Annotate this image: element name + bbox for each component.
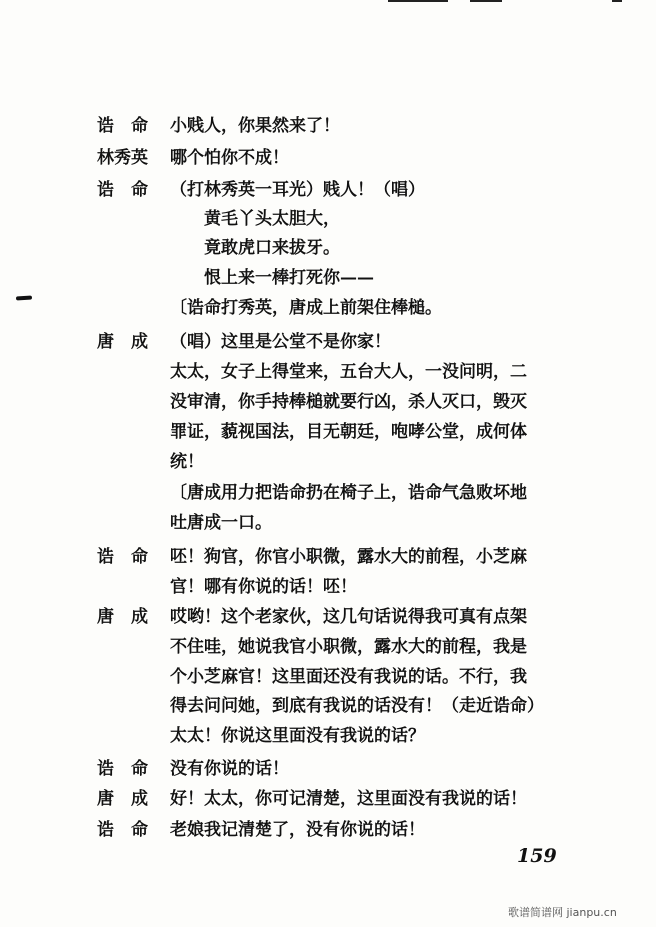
- speech-text: 老娘我记清楚了，没有你说的话！: [170, 820, 425, 840]
- continuation-text: 罪证，藐视国法，目无朝廷，咆哮公堂，成何体: [170, 422, 527, 442]
- speaker-name: 唐 成: [97, 332, 148, 352]
- continuation-text: 不住哇，她说我官小职微，露水大的前程，我是: [170, 637, 527, 657]
- speech-text: 哪个怕你不成！: [170, 148, 289, 168]
- continuation-text: 〔诰命打秀英，唐成上前架住棒槌。: [170, 298, 442, 318]
- continuation-text: 得去问问她，到底有我说的话没有！（走近诰命）: [170, 696, 544, 716]
- continuation-text: 吐唐成一口。: [170, 513, 272, 533]
- speaker-name: 唐 成: [97, 607, 148, 627]
- speech-text: 呸！狗官，你官小职微，露水大的前程，小芝麻: [170, 547, 527, 567]
- top-rule: [470, 0, 502, 2]
- continuation-text: 太太！你说这里面没有我说的话？: [170, 726, 425, 746]
- continuation-text: 恨上来一棒打死你——: [204, 268, 374, 288]
- watermark-text: 歌谱简谱网 jianpu.cn: [508, 906, 617, 919]
- speaker-name: 诰 命: [97, 116, 148, 136]
- speaker-name: 诰 命: [97, 759, 148, 779]
- margin-mark: [16, 295, 32, 300]
- continuation-text: 官！哪有你说的话！呸！: [170, 577, 357, 597]
- speaker-name: 诰 命: [97, 820, 148, 840]
- speaker-name: 诰 命: [97, 547, 148, 567]
- top-rule: [612, 0, 622, 2]
- speech-text: （唱）这里是公堂不是你家！: [170, 332, 391, 352]
- top-rule: [388, 0, 448, 2]
- speech-text: 哎哟！这个老家伙，这几句话说得我可真有点架: [170, 607, 527, 627]
- speech-text: （打林秀英一耳光）贱人！（唱）: [170, 180, 425, 200]
- continuation-text: 〔唐成用力把诰命扔在椅子上，诰命气急败坏地: [170, 483, 527, 503]
- continuation-text: 个小芝麻官！这里面还没有我说的话。不行，我: [170, 667, 527, 687]
- speaker-name: 诰 命: [97, 180, 148, 200]
- speech-text: 小贱人，你果然来了！: [170, 116, 340, 136]
- continuation-text: 竟敢虎口来拔牙。: [204, 238, 340, 258]
- speech-text: 好！太太，你可记清楚，这里面没有我说的话！: [170, 789, 527, 809]
- page-number: 159: [517, 845, 557, 867]
- speaker-name: 林秀英: [97, 148, 148, 168]
- continuation-text: 黄毛丫头太胆大，: [204, 209, 340, 229]
- continuation-text: 没审清，你手持棒槌就要行凶，杀人灭口，毁灭: [170, 392, 527, 412]
- continuation-text: 统！: [170, 452, 204, 472]
- continuation-text: 太太，女子上得堂来，五台大人，一没问明，二: [170, 362, 527, 382]
- speech-text: 没有你说的话！: [170, 759, 289, 779]
- speaker-name: 唐 成: [97, 789, 148, 809]
